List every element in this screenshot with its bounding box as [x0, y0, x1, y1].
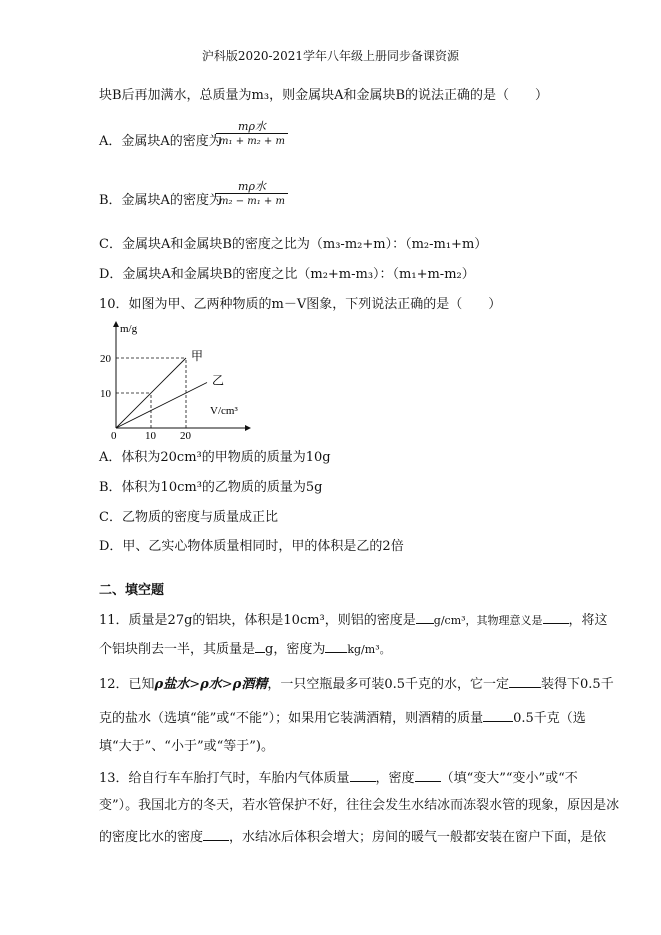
- series-lines: [116, 349, 224, 428]
- q12-text-5: 0.5千克（选: [513, 711, 586, 726]
- q9-option-b-fraction: [216, 180, 288, 208]
- y-tick-label: 10: [100, 388, 111, 400]
- q13-text-5: ，水结冰后体积会增大；房间的暖气一般都安装在窗户下面，是依: [229, 830, 607, 845]
- q12-text-3: 装得下0.5千: [541, 677, 614, 692]
- answer-blank[interactable]: [203, 828, 229, 841]
- greater-than: >: [221, 677, 233, 692]
- q9-option-b-label: B．金属块A的密度为: [99, 193, 222, 208]
- fraction-denominator: m₂ − m₁ + m: [216, 193, 288, 208]
- y-tick-label: 20: [100, 353, 111, 365]
- q11-text-2: g/cm³，其物理意义是: [433, 614, 543, 627]
- y-axis-label: m/g: [120, 323, 138, 335]
- q13-text-3: （填“变大”“变小”或“不: [440, 771, 578, 786]
- q10-option-d: D．甲、乙实心物体质量相同时，甲的体积是乙的2倍: [99, 539, 404, 554]
- q10-option-c: C．乙物质的密度与质量成正比: [99, 510, 278, 525]
- rho-water: ρ水: [200, 677, 222, 692]
- rho-salt-water: ρ盐水: [154, 677, 190, 692]
- q13-line-3: [99, 828, 606, 846]
- q9-option-d: D．金属块A和金属块B的密度之比（m₂+m-m₃）：（m₁+m-m₂）: [99, 267, 475, 282]
- q13-text-1: 13．给自行车车胎打气时，车胎内气体质量: [99, 771, 350, 786]
- section-title: 二、填空题: [99, 583, 165, 598]
- answer-blank[interactable]: [350, 769, 376, 782]
- x-axis-label: V/cm³: [210, 405, 238, 417]
- x-tick-label: 20: [180, 430, 191, 442]
- q11-text-4: 个铝块削去一半，其质量是: [99, 642, 256, 657]
- origin-label: 0: [111, 430, 117, 442]
- x-tick-label: 10: [145, 430, 156, 442]
- q12-line-3: 填“大于”、“小于”或“等于”)。: [99, 739, 274, 754]
- q11-line-1: [99, 611, 608, 629]
- series-line-乙: [116, 383, 207, 429]
- q12-line-1: [99, 675, 614, 693]
- q11-text-6: kg/m³。: [347, 643, 391, 656]
- q12-text-2: ，一只空瓶最多可装0.5千克的水，它一定: [267, 677, 510, 692]
- answer-blank[interactable]: [325, 640, 347, 653]
- q11-text-3: ，将这: [568, 613, 608, 628]
- q9-option-a-fraction: [216, 120, 288, 148]
- q13-text-2: ，密度: [375, 771, 415, 786]
- mv-chart: [98, 318, 258, 442]
- q11-line-2: [99, 640, 391, 658]
- q9-option-c: C．金属块A和金属块B的密度之比为（m₃-m₂+m）：（m₂-m₁+m）: [99, 237, 488, 252]
- answer-blank[interactable]: [416, 611, 434, 624]
- page-header: 沪科版2020-2021学年八年级上册同步备课资源: [201, 49, 460, 63]
- answer-blank[interactable]: [543, 611, 569, 624]
- greater-than: >: [189, 677, 201, 692]
- answer-blank[interactable]: [255, 640, 265, 653]
- q13-line-2: 变”）。我国北方的冬天，若水管保护不好，往往会发生水结冰而冻裂水管的现象，原因是冰: [99, 798, 620, 813]
- q10-stem: 10．如图为甲、乙两种物质的m－V图象，下列说法正确的是（ ）: [99, 297, 502, 312]
- q12-text-1: 12．已知: [99, 677, 155, 692]
- q11-text-1: 11．质量是27g的铝块，体积是10cm³，则铝的密度是: [99, 613, 416, 628]
- q13-text-4: 的密度比水的密度: [99, 830, 204, 845]
- q10-option-b: B．体积为10cm³的乙物质的质量为5g: [99, 480, 323, 495]
- q9-stem: 块B后再加满水，总质量为m₃，则金属块A和金属块B的说法正确的是（ ）: [99, 88, 549, 103]
- answer-blank[interactable]: [415, 769, 441, 782]
- fraction-numerator: mρ水: [238, 180, 266, 193]
- answer-blank[interactable]: [483, 709, 513, 722]
- answer-blank[interactable]: [509, 675, 541, 688]
- q9-option-a-label: A．金属块A的密度为: [99, 134, 222, 149]
- fraction-denominator: m₁ + m₂ + m: [216, 133, 288, 148]
- q13-line-1: [99, 769, 578, 787]
- q10-option-a: A．体积为20cm³的甲物质的质量为10g: [99, 450, 331, 465]
- fraction-numerator: mρ水: [238, 120, 266, 133]
- q12-text-4: 克的盐水（选填“能”或“不能”）；如果用它装满酒精，则酒精的质量: [99, 711, 484, 726]
- rho-alcohol: ρ酒精: [232, 677, 268, 692]
- q11-text-5: g，密度为: [265, 642, 326, 657]
- series-label: 乙: [212, 373, 225, 388]
- series-label: 甲: [191, 349, 204, 363]
- q12-line-2: [99, 709, 586, 727]
